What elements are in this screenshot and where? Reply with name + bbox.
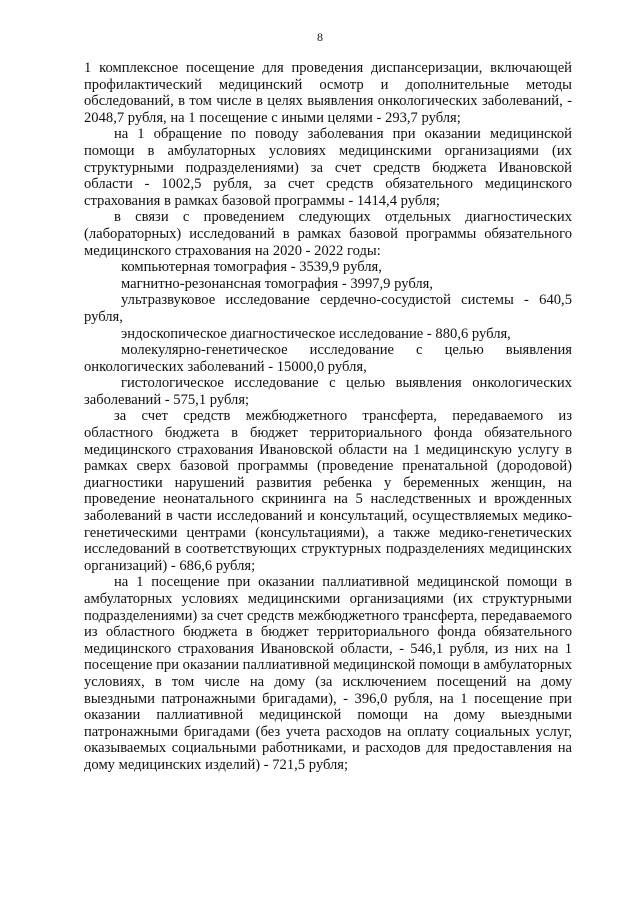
page-number: 8 bbox=[317, 30, 323, 44]
paragraph-interbudget-transfer: за счет средств межбюджетного трансферта, передаваемого из областного бюджета в бюджет территориального фонда обязательного медицинского страхования Ивановской области на 1 медицинскую услугу в рамках сверх базовой программы (проведение пренатальной (дородовой) диагностики нарушений развития ребенка у беременных женщин, на проведение неонатального скрининга на 5 наследственных и врожденных заболеваний в части исследований и консультаций, осуществляемых медико-генетическими центрами (консультациями), а также медико-генетических исследований в соответствующих структурных подразделениях медицинских организаций) - 686,6 рубля; bbox=[84, 408, 572, 574]
document-body bbox=[84, 60, 572, 774]
list-item-ct: компьютерная томография - 3539,9 рубля, bbox=[121, 259, 382, 276]
list-item-mri: магнитно-резонансная томография - 3997,9 рубля, bbox=[121, 275, 434, 292]
paragraph-disease-appeal: на 1 обращение по поводу заболевания при оказании медицинской помощи в амбулаторных условиях медицинскими организациями (их структурными подразделениями) за счет средств бюджета Ивановской области - 1002,5 рубля, за счет средств обязательного медицинского страхования в рамках базовой программы - 1414,4 рубля; bbox=[84, 126, 572, 209]
paragraph-diagnostic-intro: в связи с проведением следующих отдельных диагностических (лабораторных) исследований в рамках базовой программы обязательного медицинского страхования на 2020 - 2022 годы: bbox=[84, 209, 572, 259]
list-item-endoscopy: эндоскопическое диагностическое исследование - 880,6 рубля, bbox=[121, 325, 511, 342]
list-item-ultrasound: ультразвуковое исследование сердечно-сосудистой системы - 640,5 рубля, bbox=[84, 292, 572, 325]
list-item-molecular-genetic: молекулярно-генетическое исследование с целью выявления онкологических заболеваний - 15000,0 рубля, bbox=[84, 342, 572, 375]
list-item-histology: гистологическое исследование с целью выявления онкологических заболеваний - 575,1 рубля; bbox=[84, 375, 572, 408]
paragraph-dispensary-visit: 1 комплексное посещение для проведения диспансеризации, включающей профилактический медицинский осмотр и дополнительные методы обследований, в том числе в целях выявления онкологических заболеваний, - 2048,7 рубля, на 1 посещение с иными целями - 293,7 рубля; bbox=[84, 60, 572, 126]
paragraph-palliative-care: на 1 посещение при оказании паллиативной медицинской помощи в амбулаторных условиях медицинскими организациями (их структурными подразделениями) за счет средств межбюджетного трансферта, передаваемого из областного бюджета в бюджет территориального фонда обязательного медицинского страхования Ивановской области, - 546,1 рубля, из них на 1 посещение при оказании паллиативной медицинской помощи в амбулаторных условиях, в том числе на дому (за исключением посещений на дому выездными патронажными бригадами), - 396,0 рубля, на 1 посещение при оказании паллиативной медицинской помощи на дому выездными патронажными бригадами (без учета расходов на оплату социальных услуг, оказываемых социальными работниками, и расходов для предоставления на дому медицинских изделий) - 721,5 рубля; bbox=[84, 574, 572, 773]
